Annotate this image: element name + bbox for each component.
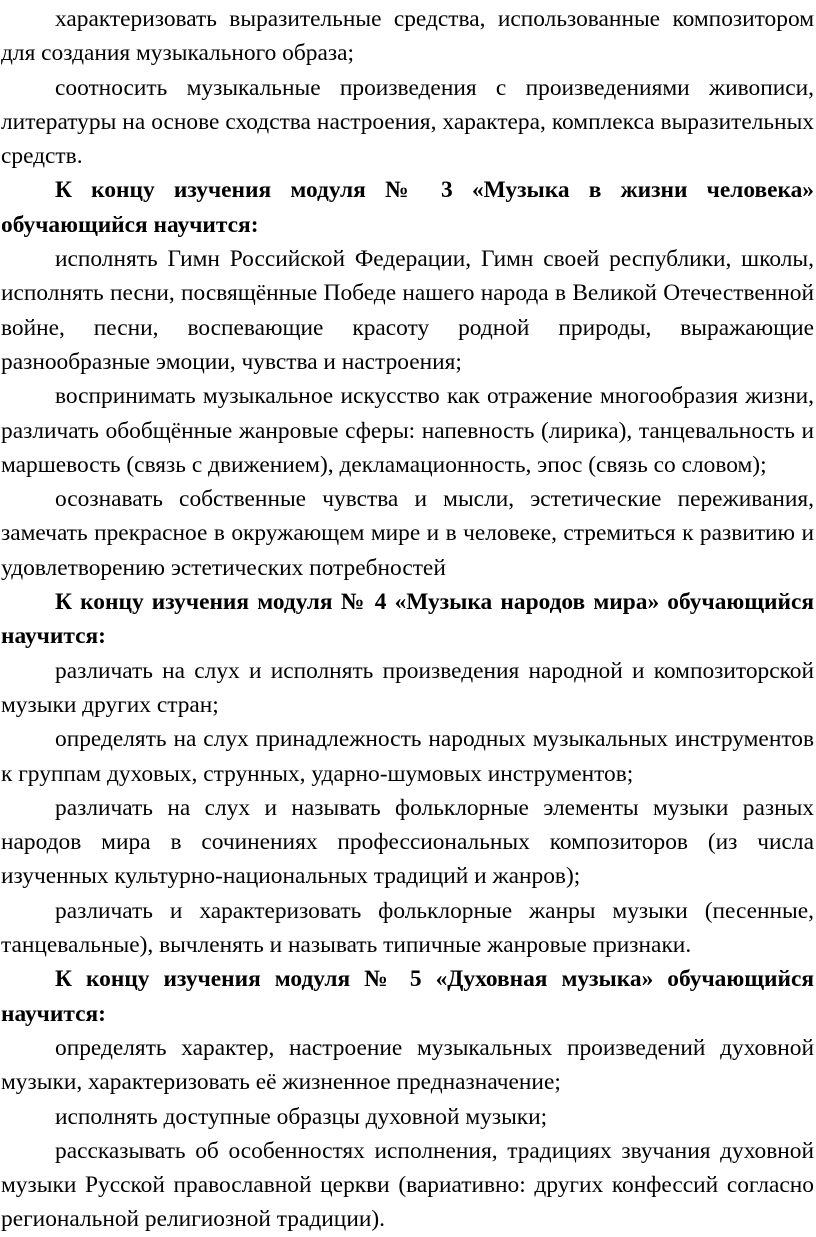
paragraph-15: рассказывать об особенностях исполнения, традициях звучания духовной музыки Русской православной церкви (вариативно: других конфессий согласно региональной религиозной традиции). — [1, 1137, 814, 1233]
paragraph-6: осознавать собственные чувства и мысли, эстетические переживания, замечать прекрасное в окружающем мире и в человеке, стремиться к развитию и удовлетворению эстетических потребностей — [1, 486, 814, 581]
module-5-heading: К концу изучения модуля № 5 «Духовная музыка» обучающийся научится: — [1, 966, 814, 1027]
paragraph-13: определять характер, настроение музыкальных произведений духовной музыки, характеризовать её жизненное предназначение; — [1, 1034, 814, 1096]
paragraph-11: различать и характеризовать фольклорные жанры музыки (песенные, танцевальные), вычленять и называть типичные жанровые признаки. — [1, 897, 814, 959]
module-3-heading: К концу изучения модуля № 3 «Музыка в жизни человека» обучающийся научится: — [1, 177, 814, 238]
paragraph-2: соотносить музыкальные произведения с произведениями живописи, литературы на основе сходства настроения, характера, комплекса выразительных средств. — [1, 74, 814, 170]
paragraph-5: воспринимать музыкальное искусство как отражение многообразия жизни, различать обобщённые жанровые сферы: напевность (лирика), танцевальность и маршевость (связь с движением), декламационность, эпос (связь со словом); — [1, 383, 814, 478]
paragraph-14: исполнять доступные образцы духовной музыки; — [55, 1103, 548, 1130]
paragraph-8: различать на слух и исполнять произведения народной и композиторской музыки других стран; — [1, 657, 814, 718]
paragraph-4: исполнять Гимн Российской Федерации, Гимн своей республики, школы, исполнять песни, посвящённые Победе нашего народа в Великой Отечественной войне, песни, воспевающие красоту родной природы, выражающие разнообразные эмоции, чувства и настроения; — [1, 246, 814, 375]
module-4-heading: К концу изучения модуля № 4 «Музыка народов мира» обучающийся научится: — [1, 589, 814, 650]
paragraph-1: характеризовать выразительные средства, использованные композитором для создания музыкального образа; — [1, 6, 814, 67]
paragraph-9: определять на слух принадлежность народных музыкальных инструментов к группам духовых, струнных, ударно-шумовых инструментов; — [1, 726, 814, 787]
paragraph-10: различать на слух и называть фольклорные элементы музыки разных народов мира в сочинениях профессиональных композиторов (из числа изученных культурно-национальных традиций и жанров); — [1, 794, 814, 890]
